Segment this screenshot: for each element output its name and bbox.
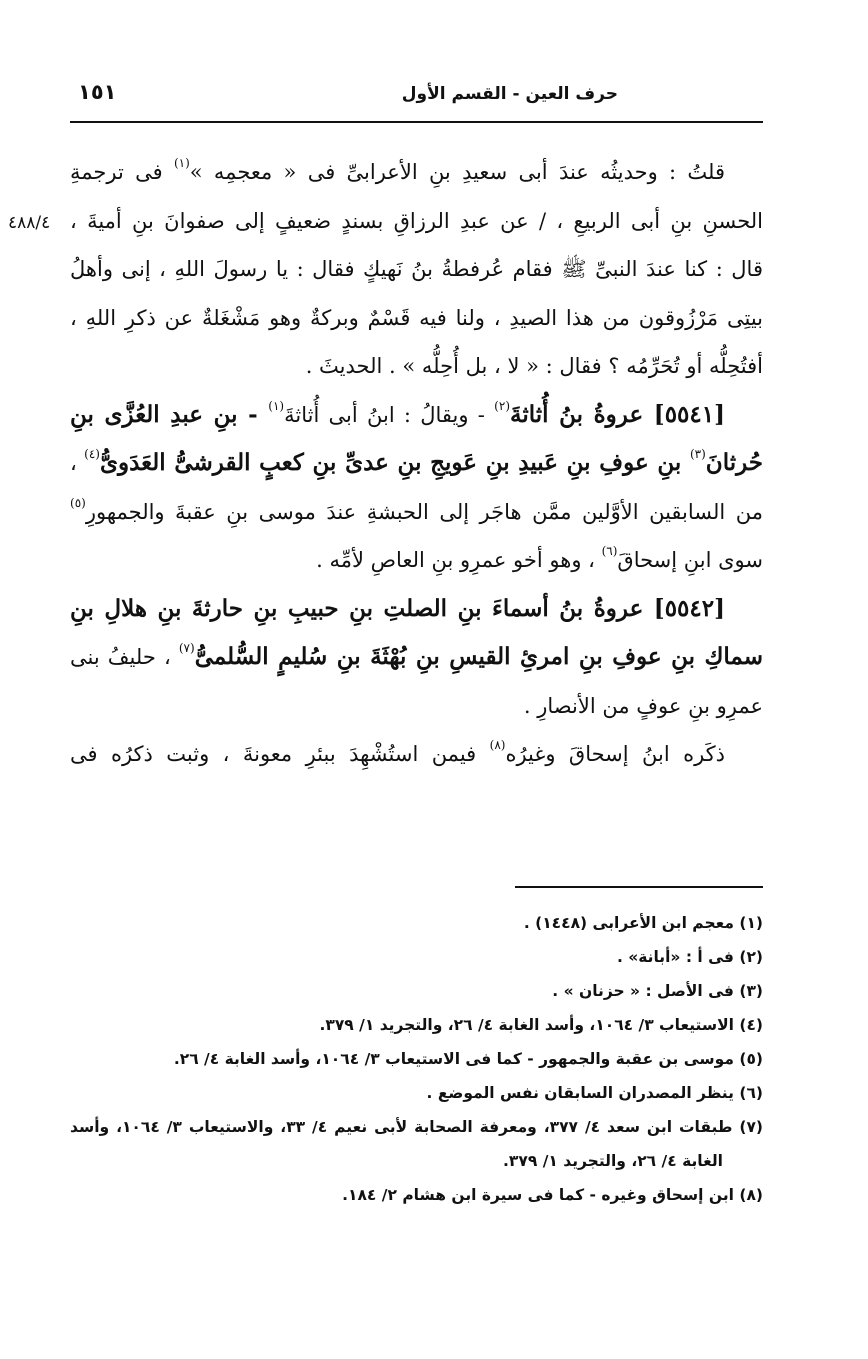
- footnote: (٥) موسى بن عقبة والجمهور - كما فى الاستيعاب ٣/ ١٠٦٤، وأسد الغابة ٤/ ٢٦.: [173, 1050, 763, 1068]
- text-run: قلتُ : وحديثُه عندَ أبى سعيدِ بنِ الأعرابىِّ فى « معجمِه »: [189, 160, 725, 184]
- footnote-ref: (٢): [494, 398, 510, 413]
- paragraph-hadith: [70, 148, 763, 391]
- footnote-ref: (١): [268, 398, 285, 413]
- page-number: ١٥١: [78, 80, 117, 104]
- footnote-ref: (٣): [689, 447, 706, 461]
- footnote: (٣) فى الأصل : « حزنان » .: [552, 982, 763, 1000]
- footnote-ref: (٦): [601, 544, 618, 558]
- footnote-rule: [515, 886, 763, 888]
- text-line: [70, 148, 763, 197]
- footnote-ref: (٥): [70, 495, 86, 510]
- main-text: [70, 148, 763, 779]
- footnote: (٧) طبقات ابن سعد ٤/ ٣٧٧، ومعرفة الصحابة لأبى نعيم ٤/ ٣٣، والاستيعاب ٣/ ١٠٦٤، وأسد: [70, 1118, 763, 1136]
- header-title: حرف العين - القسم الأول: [401, 84, 618, 104]
- header-rule: [70, 121, 763, 123]
- text-line: الحسنِ بنِ أبى الربيعِ ، / عن عبدِ الرزاقِ بسندٍ ضعيفٍ إلى صفوانَ بنِ أميةَ ،: [70, 208, 763, 233]
- text-run: ذكَره ابنُ إسحاقَ وغيرُه: [505, 742, 726, 766]
- text-run: ،: [70, 451, 85, 475]
- footnotes: [70, 906, 763, 1212]
- margin-reference: ٤٨٨/٤: [8, 213, 51, 233]
- entry-heading: بنِ عوفِ بنِ عَبيدِ بنِ عَويجِ بنِ عدىِّ بنِ كعبٍ القرشىُّ العَدَوىُّ: [99, 449, 690, 476]
- text-run: - ويقالُ : ابنُ أبى أُثاثةَ: [284, 402, 495, 427]
- text-line: [70, 730, 763, 779]
- text-line: بيتِى مَرْزُوقون من هذا الصيدِ ، ولنا فيه قَسْمٌ وبركةٌ وهو مَشْغَلةٌ عن ذكرِ اللهِ ،: [70, 305, 763, 330]
- text-line: [70, 439, 763, 488]
- footnote-ref: (٤): [84, 447, 100, 461]
- text-line: [70, 391, 763, 440]
- entry-heading: [٥٥٤٢] عروةُ بنُ أسماءَ بنِ الصلتِ بنِ حبيبِ بنِ حارثةَ بنِ هلالِ بنِ: [70, 594, 725, 622]
- footnote: (٨) ابن إسحاق وغيره - كما فى سيرة ابن هشام ٢/ ١٨٤.: [342, 1186, 763, 1204]
- text-line: قال : كنا عندَ النبىِّ ﷺ فقام عُرفطةُ بنُ نَهيكٍ فقال : يا رسولَ اللهِ ، إنى وأهلُ: [70, 257, 763, 281]
- text-run: فيمن استُشْهِدَ ببئرِ معونةَ ، وثبت ذكرُه فى: [70, 742, 490, 766]
- entry-5542: [70, 585, 763, 779]
- entry-heading: سماكِ بنِ عوفِ بنِ امرئِ القيسِ بنِ بُهْثَةَ بنِ سُليمٍ السُّلمىُّ: [194, 643, 764, 670]
- footnote-ref: (١): [173, 156, 190, 170]
- footnote-ref: (٧): [178, 641, 195, 655]
- text-run: ، وهو أخو عمرِو بنِ العاصِ لأمِّه .: [316, 548, 602, 572]
- text-line: أفتُحِلُّه أو تُحَرِّمُه ؟ فقال : « لا ، بل أُحِلُّه » . الحديثَ .: [305, 354, 763, 378]
- entry-heading: حُرثانَ: [705, 449, 764, 476]
- entry-5541: [70, 391, 763, 585]
- text-run: من السابقين الأوَّلين ممَّن هاجَر إلى الحبشةِ عندَ موسى بنِ عقبةَ والجمهورِ: [85, 499, 763, 524]
- footnote: (٦) ينظر المصدران السابقان نفس الموضع .: [426, 1084, 763, 1102]
- text-run: فى ترجمةِ: [70, 160, 174, 184]
- entry-heading: [٥٥٤١] عروةُ بنُ أُثاثةَ: [510, 400, 725, 428]
- entry-heading: - بنِ عبدِ العُزَّى بنِ: [70, 400, 269, 428]
- text-line: [70, 633, 763, 682]
- footnote: (١) معجم ابن الأعرابى (١٤٤٨) .: [523, 914, 763, 932]
- footnote-continuation: الغابة ٤/ ٢٦، والتجريد ١/ ٣٧٩.: [503, 1152, 723, 1170]
- text-run: سوى ابنِ إسحاقَ: [617, 548, 763, 572]
- running-header: [70, 78, 763, 118]
- text-line: [70, 536, 763, 585]
- text-run: ، حليفُ بنى: [70, 645, 179, 669]
- text-line: [70, 488, 763, 537]
- footnote: (٢) فى أ : «أبانة» .: [616, 948, 763, 966]
- footnote-ref: (٨): [489, 738, 506, 752]
- text-line: عمرِو بنِ عوفٍ من الأنصارِ .: [523, 693, 763, 718]
- footnote: (٤) الاستيعاب ٣/ ١٠٦٤، وأسد الغابة ٤/ ٢٦، والتجريد ١/ ٣٧٩.: [319, 1016, 763, 1034]
